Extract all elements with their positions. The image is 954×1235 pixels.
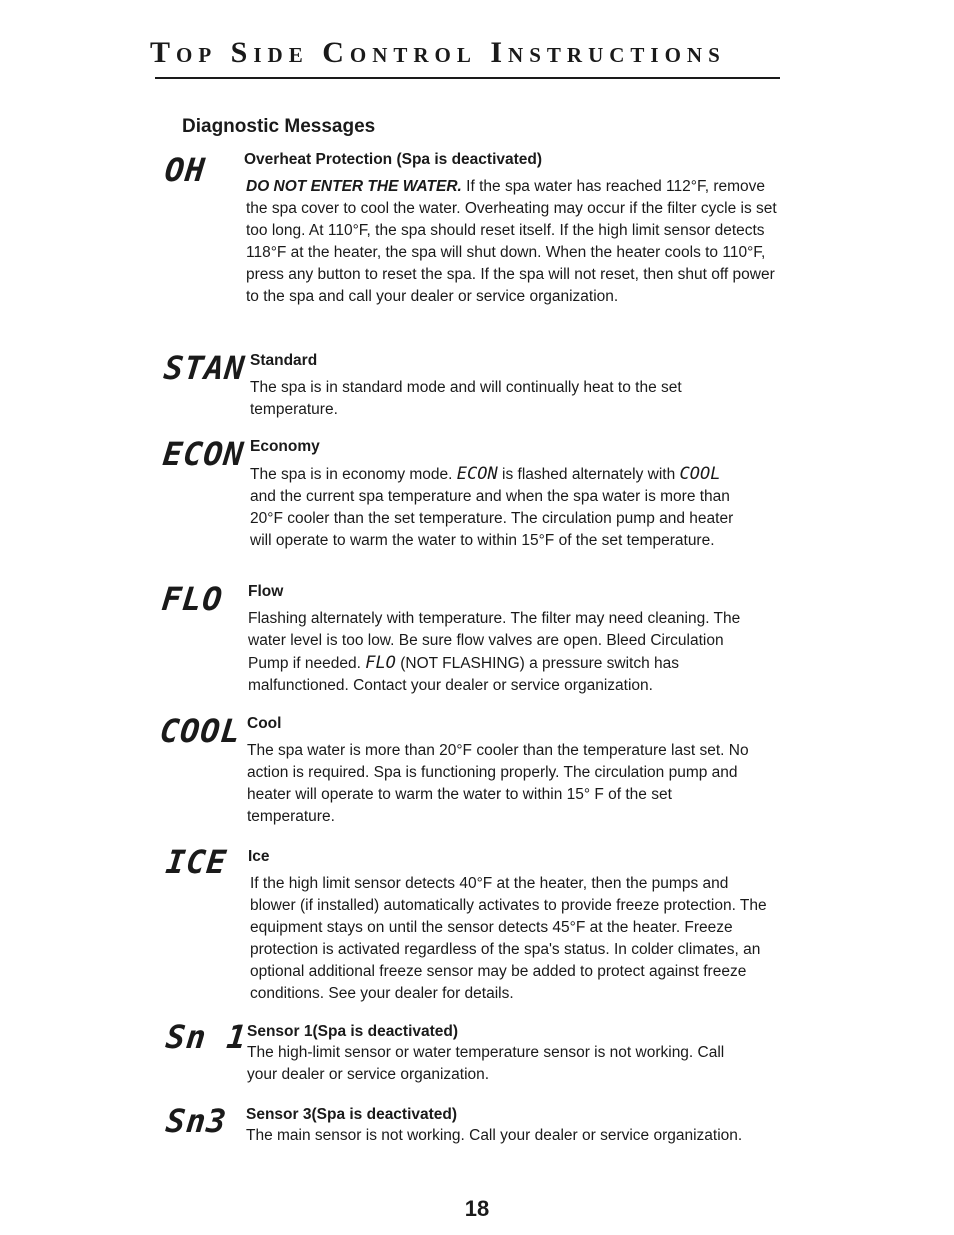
entry-body-text: (NOT FLASHING) a pressure switch has malfunctioned. Contact your dealer or service organization. [248, 655, 680, 694]
entry-heading: Cool [247, 715, 282, 732]
entry-body: The spa water is more than 20°F cooler than the temperature last set. No action is required. Spa is functioning properly. The circulation pump and heater will operate to warm the water to within 15° F of the set temperature. [247, 742, 749, 825]
entry-body: The spa is in standard mode and will continually heat to the set temperature. [250, 379, 682, 418]
page-title: Top Side Control Instructions [150, 36, 726, 69]
entry-economy [250, 437, 735, 552]
entry-heading: Overheat Protection (Spa is deactivated) [244, 151, 543, 168]
entry-flow [248, 582, 763, 697]
section-heading: Diagnostic Messages [182, 116, 376, 137]
inline-code-econ: ECON [456, 464, 498, 484]
code-cool: COOL [158, 712, 244, 750]
entry-overheat [244, 150, 779, 308]
entry-body-text: and the current spa temperature and when the spa water is more than 20°F cooler than the set temperature. The circulation pump and heater will operate to warm the water to within 15°F of the set temperature. [250, 488, 734, 549]
code-ice: ICE [164, 843, 229, 881]
entry-heading: Sensor 3(Spa is deactivated) [246, 1106, 458, 1123]
entry-body: The high-limit sensor or water temperature sensor is not working. Call your dealer or service organization. [247, 1044, 725, 1083]
entry-body: If the high limit sensor detects 40°F at the heater, then the pumps and blower (if installed) automatically activates to provide freeze protection. The equipment stays on until the sensor detects 45°F at the heater. Freeze protection is activated regardless of the spa's status. In colder climates, an optional additional freeze sensor may be added to protect against freeze conditions. See your dealer for details. [250, 875, 767, 1002]
entry-body [248, 608, 763, 697]
entry-heading: Flow [248, 583, 284, 600]
code-sn3: Sn3 [164, 1102, 229, 1140]
entry-heading: Sensor 1(Spa is deactivated) [247, 1023, 459, 1040]
entry-heading: Economy [250, 438, 320, 455]
entry-heading: Standard [250, 352, 318, 369]
title-divider [155, 77, 780, 79]
entry-body-text: If the spa water has reached 112°F, remove the spa cover to cool the water. Overheating may occur if the filter cycle is set too long. At 110°F, the spa should reset itself. If the high limit sensor detects 118°F at the heater, the spa will shut down. When the heater cools to 110°F, press any button to reset the spa. If the spa will not reset, then shut off power to the spa and call your dealer or service organization. [246, 178, 777, 305]
entry-ice [248, 847, 768, 1005]
code-stan: STAN [162, 349, 248, 387]
entry-body [250, 463, 735, 552]
code-econ: ECON [161, 435, 247, 473]
entry-heading: Ice [248, 848, 270, 865]
entry-cool [247, 714, 752, 828]
inline-code-cool: COOL [679, 464, 721, 484]
code-oh: OH [163, 151, 208, 189]
entry-body [244, 176, 779, 308]
entry-body: The main sensor is not working. Call your dealer or service organization. [246, 1127, 743, 1144]
entry-body-text: Flashing alternately with temperature. The filter may need cleaning. The water level is too low. Be sure flow valves are open. Bleed Circulation Pump if needed. [248, 610, 741, 672]
entry-sensor-1 [247, 1022, 757, 1086]
code-sn1: Sn 1 [164, 1018, 250, 1056]
page-number: 18 [464, 1196, 490, 1221]
entry-sensor-3 [246, 1105, 776, 1147]
inline-code-flo: FLO [365, 653, 396, 673]
entry-standard [250, 351, 740, 421]
code-flo: FLO [160, 580, 225, 618]
entry-body-text: is flashed alternately with [497, 466, 680, 483]
warning-text: DO NOT ENTER THE WATER. [246, 178, 462, 195]
entry-body-text: The spa is in economy mode. [250, 466, 457, 483]
